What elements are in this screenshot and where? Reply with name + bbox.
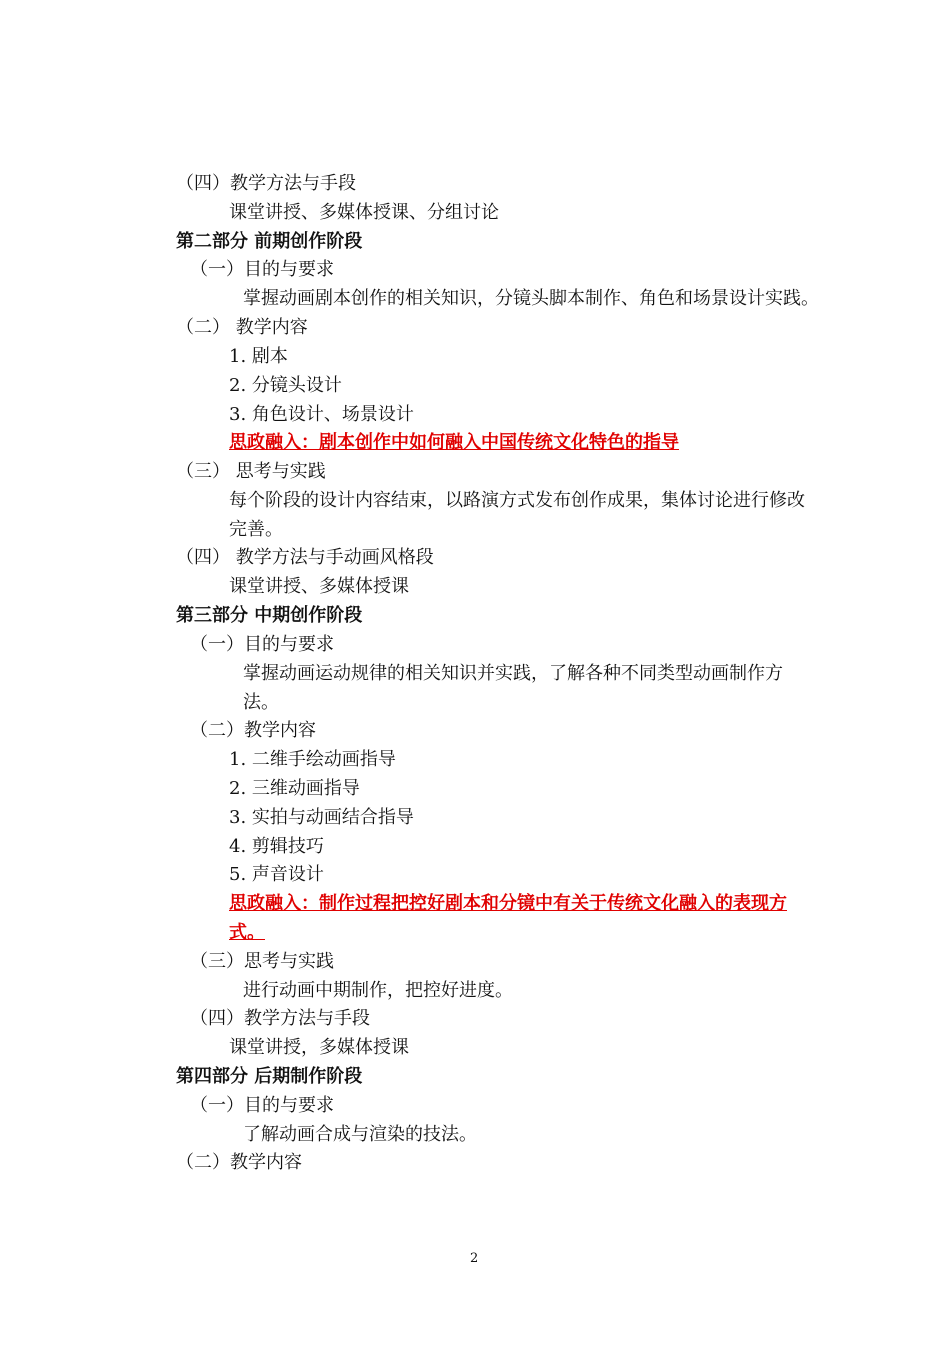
paragraph: 每个阶段的设计内容结束，以路演方式发布创作成果，集体讨论进行修改 <box>229 490 805 511</box>
list-item: 1. 剧本 <box>229 346 288 367</box>
paragraph: 掌握动画剧本创作的相关知识，分镜头脚本制作、角色和场景设计实践。 <box>243 288 819 309</box>
section-heading: （二）教学内容 <box>190 720 316 741</box>
ideology-note: 思政融入：制作过程把控好剧本和分镜中有关于传统文化融入的表现方 <box>229 893 787 914</box>
list-item: 3. 实拍与动画结合指导 <box>229 807 414 828</box>
list-item: 2. 分镜头设计 <box>229 375 342 396</box>
part-heading: 第二部分 前期创作阶段 <box>176 231 363 252</box>
page-number: 2 <box>470 1251 479 1266</box>
section-heading: （三） 思考与实践 <box>176 461 326 482</box>
section-heading: （四） 教学方法与手动画风格段 <box>176 547 434 568</box>
section-heading: （二） 教学内容 <box>176 317 308 338</box>
list-item: 5. 声音设计 <box>229 864 324 885</box>
paragraph: 了解动画合成与渲染的技法。 <box>243 1124 477 1145</box>
section-heading: （三）思考与实践 <box>190 951 334 972</box>
section-heading: （一）目的与要求 <box>190 259 334 280</box>
part-heading: 第四部分 后期制作阶段 <box>176 1066 363 1087</box>
paragraph: 进行动画中期制作，把控好进度。 <box>243 980 513 1001</box>
section-heading: （二）教学内容 <box>176 1152 302 1173</box>
part-heading: 第三部分 中期创作阶段 <box>176 605 363 626</box>
paragraph: 法。 <box>243 692 279 713</box>
section-heading: （四）教学方法与手段 <box>176 173 356 194</box>
ideology-note: 式。 <box>229 922 265 943</box>
list-item: 4. 剪辑技巧 <box>229 836 324 857</box>
ideology-note: 思政融入：剧本创作中如何融入中国传统文化特色的指导 <box>229 432 679 453</box>
paragraph: 课堂讲授、多媒体授课、分组讨论 <box>229 202 499 223</box>
paragraph: 课堂讲授、多媒体授课 <box>229 576 409 597</box>
list-item: 2. 三维动画指导 <box>229 778 360 799</box>
section-heading: （一）目的与要求 <box>190 634 334 655</box>
paragraph: 完善。 <box>229 519 283 540</box>
list-item: 3. 角色设计、场景设计 <box>229 404 414 425</box>
section-heading: （一）目的与要求 <box>190 1095 334 1116</box>
list-item: 1. 二维手绘动画指导 <box>229 749 396 770</box>
paragraph: 课堂讲授，多媒体授课 <box>229 1037 409 1058</box>
paragraph: 掌握动画运动规律的相关知识并实践，了解各种不同类型动画制作方 <box>243 663 783 684</box>
section-heading: （四）教学方法与手段 <box>190 1008 370 1029</box>
